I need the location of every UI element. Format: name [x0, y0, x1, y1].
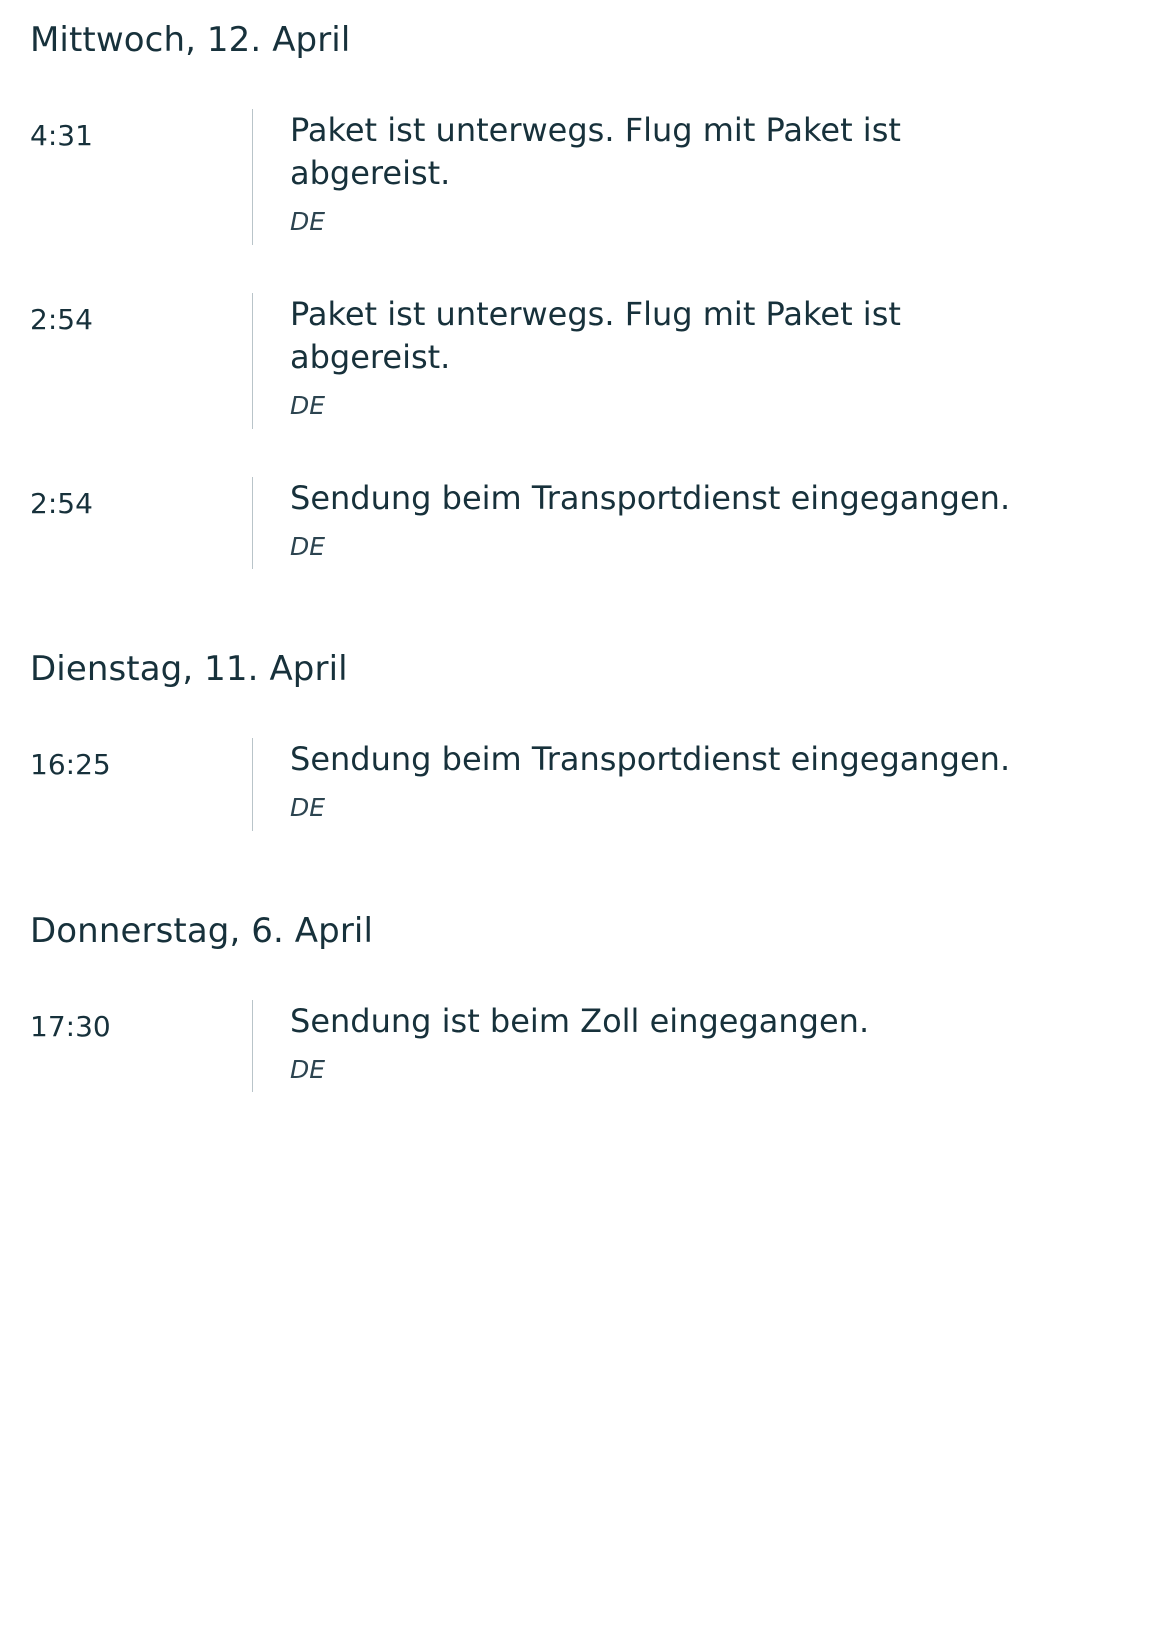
- timeline-divider: [252, 109, 253, 245]
- tracking-event-status: Sendung ist beim Zoll eingegangen.: [290, 1001, 870, 1040]
- tracking-date-heading: Donnerstag, 6. April: [30, 910, 374, 951]
- tracking-event-list: [30, 61, 1140, 569]
- tracking-event-body: [290, 738, 1140, 831]
- tracking-event: [30, 245, 1140, 429]
- tracking-event-status: Sendung beim Transportdienst eingegangen.: [290, 740, 1011, 779]
- timeline-divider: [252, 738, 253, 831]
- tracking-event-time: 4:31: [30, 118, 93, 152]
- tracking-event-location: DE: [290, 793, 326, 823]
- tracking-date-heading: Dienstag, 11. April: [30, 649, 348, 690]
- tracking-event: [30, 952, 1140, 1093]
- tracking-event: [30, 690, 1140, 831]
- tracking-day-group: [30, 0, 1140, 569]
- tracking-event-list: [30, 690, 1140, 831]
- tracking-event-time: 17:30: [30, 1009, 111, 1043]
- tracking-event: [30, 429, 1140, 570]
- tracking-event-location: DE: [290, 531, 326, 561]
- tracking-event-time: 2:54: [30, 302, 93, 336]
- tracking-event-body: [290, 293, 1140, 429]
- tracking-date-heading: Mittwoch, 12. April: [30, 20, 351, 60]
- tracking-event-list: [30, 952, 1140, 1093]
- tracking-event-body: [290, 1000, 1140, 1093]
- tracking-day-group: [30, 831, 1140, 1092]
- tracking-event-location: DE: [290, 391, 326, 421]
- tracking-event-status: Sendung beim Transportdienst eingegangen.: [290, 478, 1011, 517]
- tracking-event-status: Paket ist unterwegs. Flug mit Paket ist abgereist.: [290, 110, 901, 192]
- timeline-divider: [252, 293, 253, 429]
- tracking-event-body: [290, 109, 1140, 245]
- tracking-event-time: 2:54: [30, 486, 93, 520]
- tracking-event-location: DE: [290, 207, 326, 237]
- timeline-divider: [252, 1000, 253, 1093]
- tracking-event-status: Paket ist unterwegs. Flug mit Paket ist abgereist.: [290, 294, 901, 376]
- tracking-event-time: 16:25: [30, 748, 111, 782]
- tracking-event-body: [290, 477, 1140, 570]
- tracking-day-group: [30, 569, 1140, 830]
- timeline-divider: [252, 477, 253, 570]
- tracking-event-location: DE: [290, 1054, 326, 1084]
- tracking-event: [30, 61, 1140, 245]
